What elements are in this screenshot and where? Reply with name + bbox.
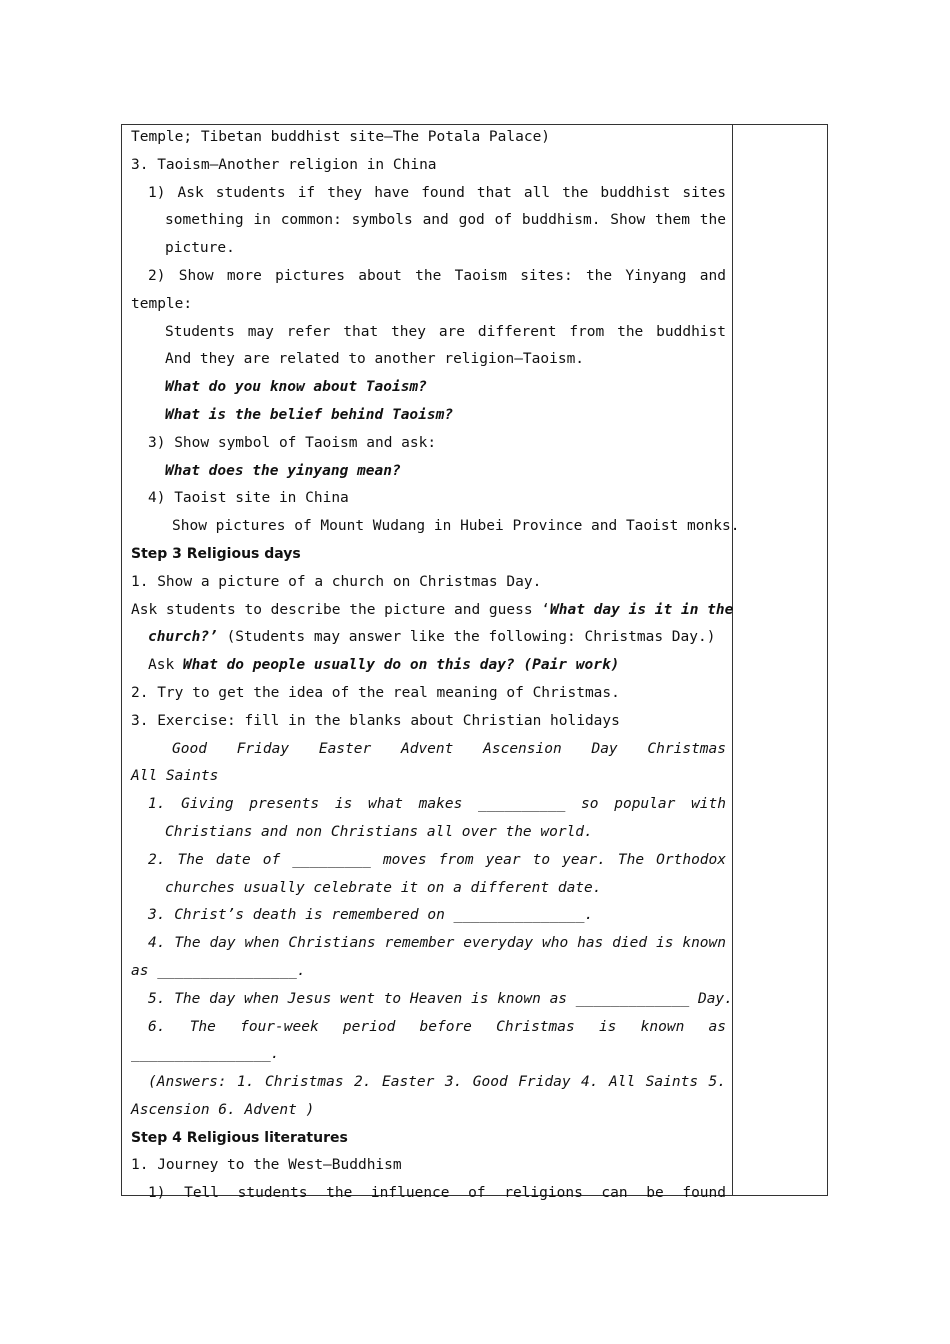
text-line: Show pictures of Mount Wudang in Hubei Province and Taoist monks. <box>172 518 740 535</box>
text-line: picture. <box>165 240 235 257</box>
text-line: 1) Ask students if they have found that all the buddhist sites <box>148 184 726 201</box>
text-line: temple: <box>131 295 193 312</box>
word-bank: All Saints <box>131 768 219 785</box>
exercise-item: 3. Christ’s death is remembered on _______________. <box>148 907 594 924</box>
text-line: 3. Exercise: fill in the blanks about Christian holidays <box>131 712 620 729</box>
exercise-item: as ________________. <box>131 962 306 979</box>
text-line: 1. Journey to the West—Buddhism <box>131 1157 402 1174</box>
step-heading: Step 4 Religious literatures <box>131 1129 348 1146</box>
exercise-item: churches usually celebrate it on a different date. <box>165 879 602 896</box>
question-line: What is the belief behind Taoism? <box>165 406 454 423</box>
section-heading: 3. Taoism—Another religion in China <box>131 156 437 173</box>
text-line: 3) Show symbol of Taoism and ask: <box>148 434 437 451</box>
exercise-item: 1. Giving presents is what makes __________ so popular with <box>148 796 726 813</box>
line-text: Ask <box>148 657 183 674</box>
question-line: What does the yinyang mean? <box>165 462 401 479</box>
text-line: 1. Show a picture of a church on Christmas Day. <box>131 573 542 590</box>
text-line: 4) Taoist site in China <box>148 490 349 507</box>
exercise-item: 2. The date of _________ moves from year to year. The Orthodox <box>148 851 726 868</box>
step-heading: Step 3 Religious days <box>131 545 301 562</box>
exercise-item: 4. The day when Christians remember everyday who has died is known <box>148 935 726 952</box>
exercise-item: Christians and non Christians all over the world. <box>165 823 593 840</box>
exercise-item: ________________. <box>131 1046 280 1063</box>
question-line: What do you know about Taoism? <box>165 379 427 396</box>
text-line: something in common: symbols and god of buddhism. Show them the <box>165 212 726 229</box>
line-text: Ask students to describe the picture and guess ‘ <box>131 601 551 618</box>
question-text: What do people usually do on this day? (Pair work) <box>182 657 620 674</box>
word-bank: Good Friday Easter Advent Ascension Day Christmas <box>172 740 726 757</box>
text-line: And they are related to another religion—Taoism. <box>165 351 585 368</box>
question-text: What day is it in the <box>550 601 734 618</box>
lesson-content <box>131 124 740 1208</box>
text-line: 1) Tell students the influence of religions can be found <box>148 1185 726 1202</box>
text-line <box>131 624 726 652</box>
line-text: (Students may answer like the following: Christmas Day.) <box>217 629 716 646</box>
text-line: 2. Try to get the idea of the real meaning of Christmas. <box>131 684 620 701</box>
notes-column-divider <box>732 124 733 1196</box>
text-line: 2) Show more pictures about the Taoism sites: the Yinyang and <box>148 267 726 284</box>
text-line <box>131 597 734 625</box>
answers-line: Ascension 6. Advent ) <box>131 1101 315 1118</box>
text-line: Temple; Tibetan buddhist site—The Potala Palace) <box>131 129 551 145</box>
text-line <box>131 652 726 680</box>
answers-line: (Answers: 1. Christmas 2. Easter 3. Good Friday 4. All Saints 5. <box>148 1074 726 1091</box>
exercise-item: 5. The day when Jesus went to Heaven is known as _____________ Day. <box>148 990 733 1007</box>
exercise-item: 6. The four-week period before Christmas is known as <box>148 1018 726 1035</box>
question-text: church?’ <box>148 629 218 646</box>
text-line: Students may refer that they are different from the buddhist <box>165 323 726 340</box>
